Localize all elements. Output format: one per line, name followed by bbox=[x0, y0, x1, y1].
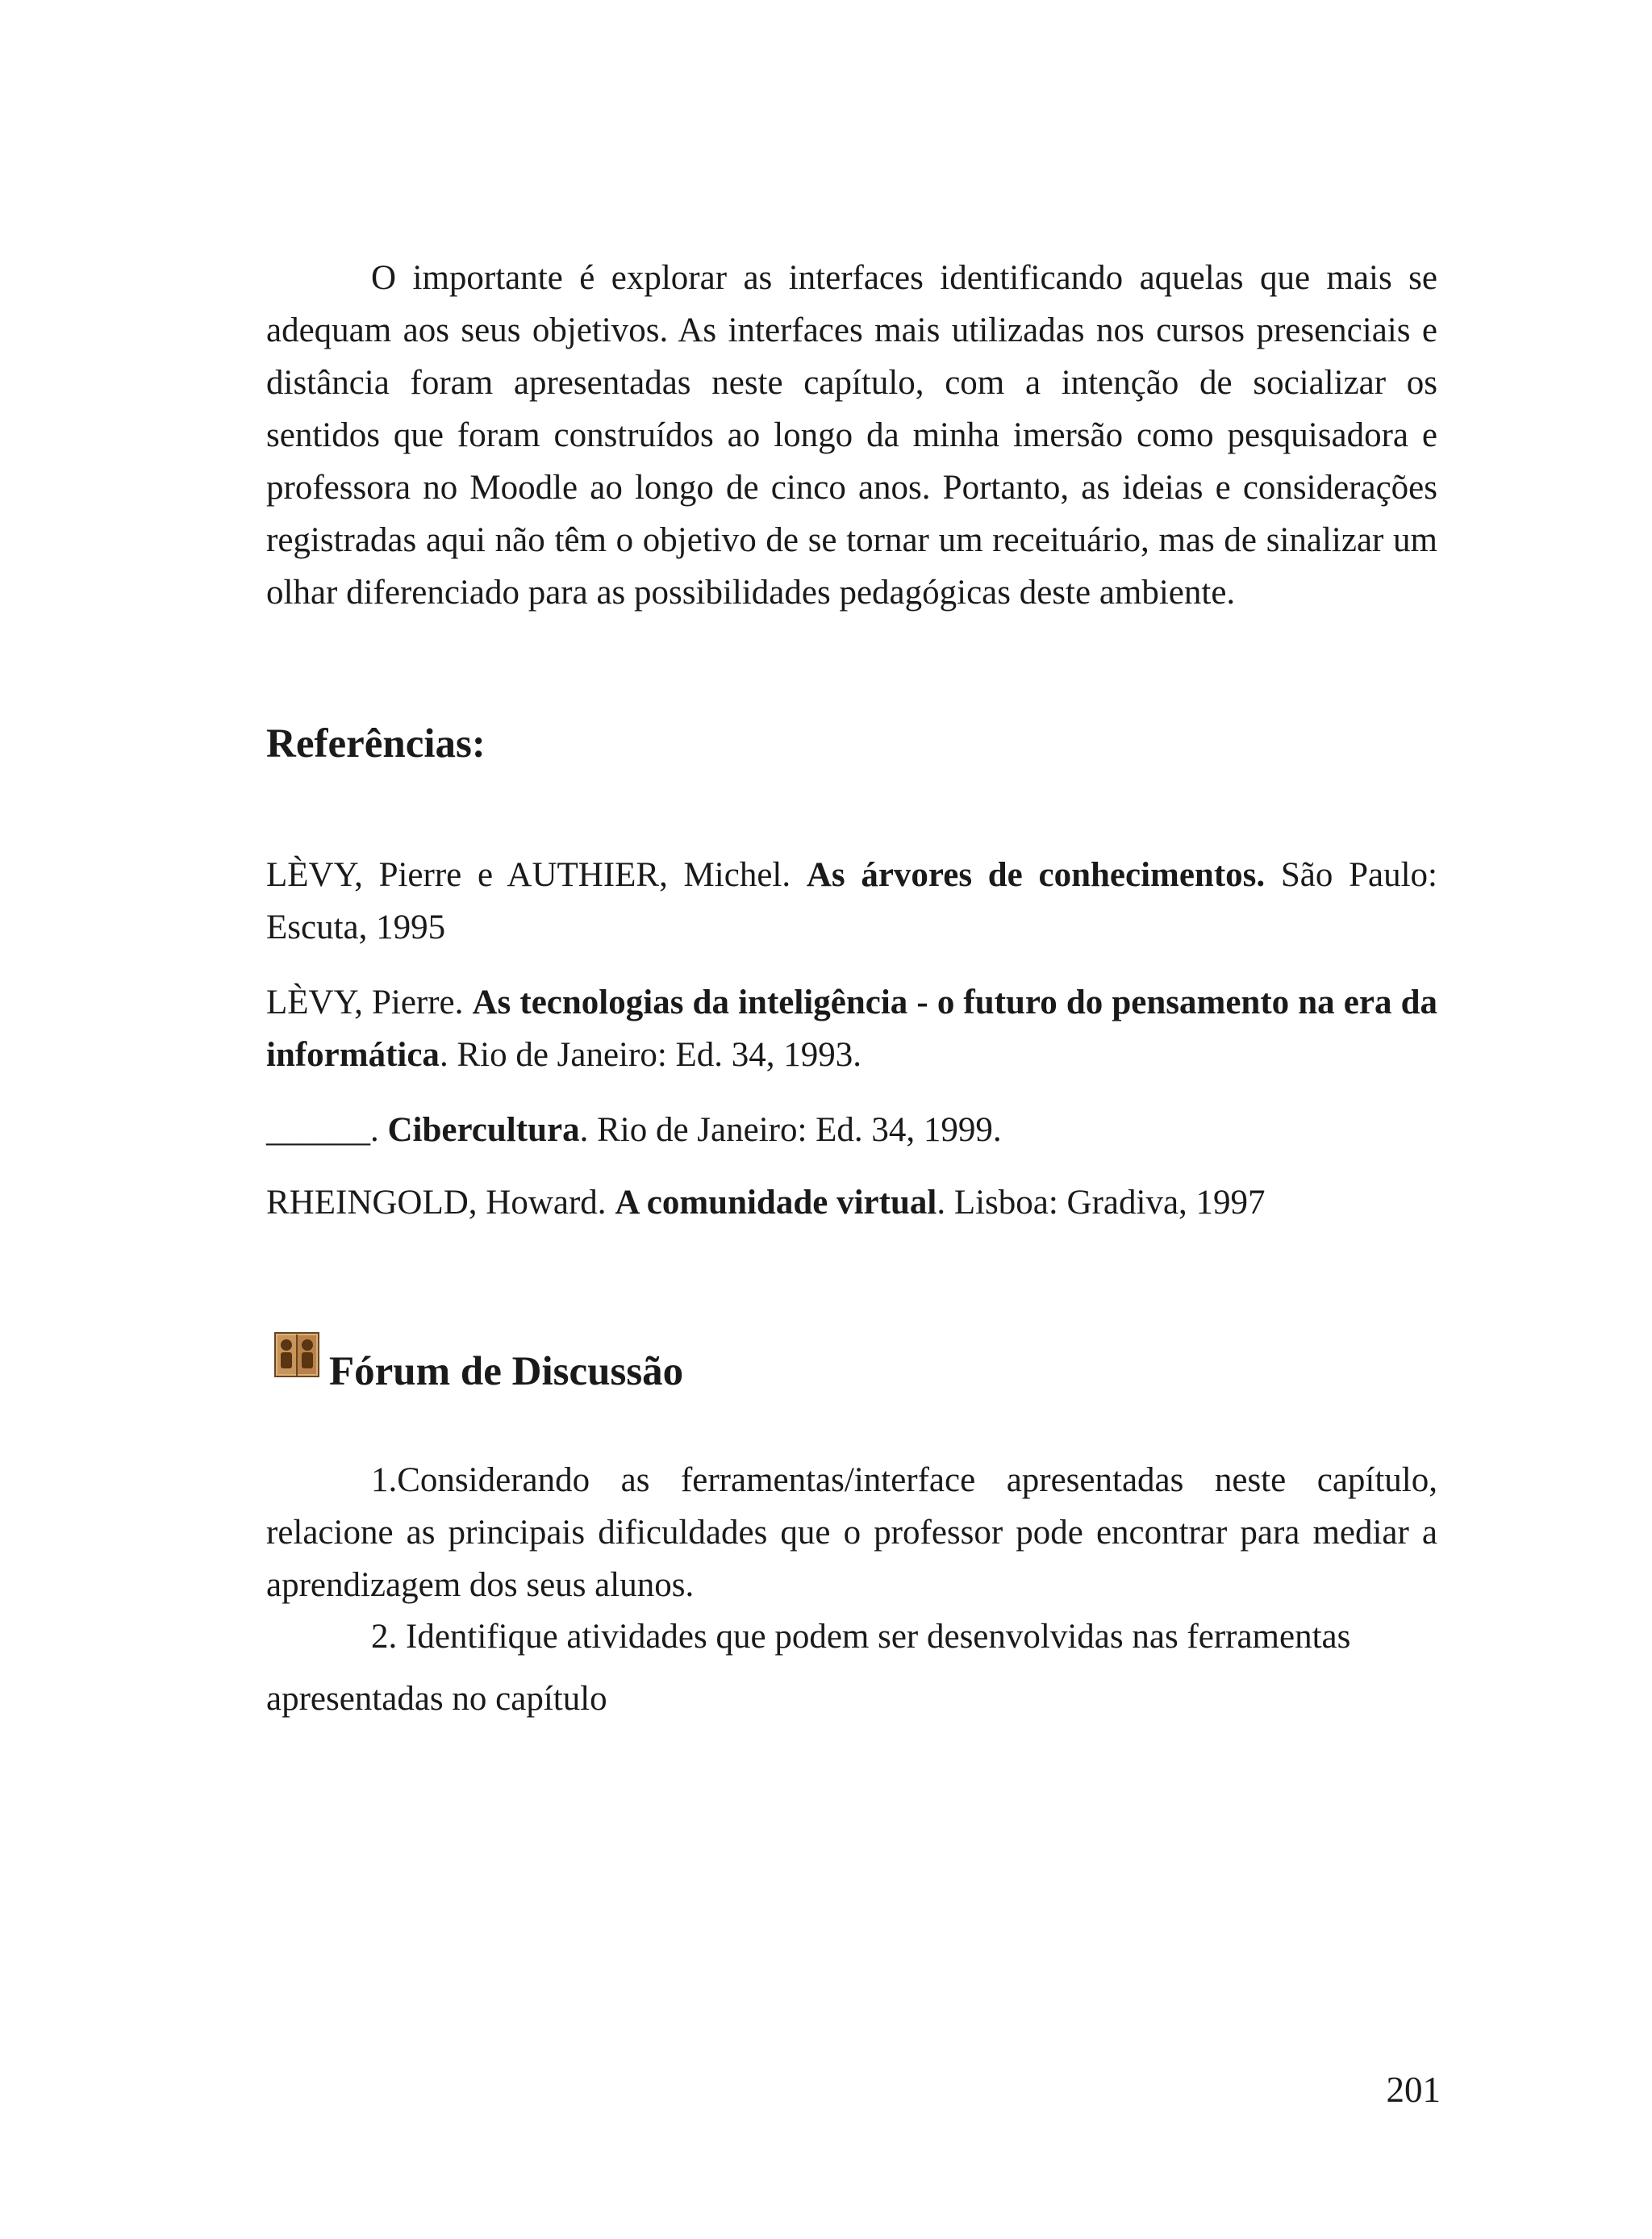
reference-publisher: . Rio de Janeiro: Ed. 34, 1993. bbox=[439, 1036, 862, 1074]
question-2-line-1: 2. Identifique atividades que podem ser desenvolvidas nas ferramentas bbox=[371, 1618, 1351, 1656]
reference-authors: RHEINGOLD, Howard. bbox=[266, 1184, 615, 1222]
reference-authors: LÈVY, Pierre. bbox=[266, 984, 473, 1021]
reference-title: A comunidade virtual bbox=[615, 1184, 937, 1222]
discussion-question-1: 1.Considerando as ferramentas/interface apresentadas neste capítulo, relacione as principais dificuldades que o professor pode encontrar para mediar a aprendizagem dos seus alunos. bbox=[266, 1461, 1437, 1604]
intro-paragraph: O importante é explorar as interfaces identificando aquelas que mais se adequam aos seus objetivos. As interfaces mais utilizadas nos cursos presenciais e distância foram apresentadas neste capítulo, com a intenção de socializar os sentidos que foram construídos ao longo da minha imersão como pesquisadora e professora no Moodle ao longo de cinco anos. Portanto, as ideias e considerações registradas aqui não têm o objetivo de se tornar um receituário, mas de sinalizar um olhar diferenciado para as possibilidades pedagógicas deste ambiente. bbox=[266, 259, 1437, 612]
forum-heading: Fórum de Discussão bbox=[329, 1349, 684, 1394]
reference-publisher: . Lisboa: Gradiva, 1997 bbox=[937, 1184, 1266, 1222]
reference-item bbox=[266, 849, 1437, 954]
reference-title: Cibercultura bbox=[387, 1111, 580, 1149]
reference-title: As tecnologias da inteligência - o futuro do pensamento na era da informática bbox=[266, 984, 1437, 1074]
reference-item bbox=[266, 1176, 1437, 1229]
reference-publisher: São Paulo: Escuta, 1995 bbox=[266, 856, 1437, 946]
reference-item bbox=[266, 1104, 1437, 1156]
reference-title: As árvores de conhecimentos. bbox=[806, 856, 1266, 894]
discussion-question-2 bbox=[266, 1610, 1437, 1725]
question-2-line-2: apresentadas no capítulo bbox=[266, 1680, 607, 1718]
forum-icon bbox=[274, 1331, 319, 1378]
references-heading: Referências: bbox=[266, 721, 486, 767]
page-number: 201 bbox=[1386, 2070, 1441, 2110]
reference-authors: ______. bbox=[266, 1111, 388, 1149]
reference-authors: LÈVY, Pierre e AUTHIER, Michel. bbox=[266, 856, 807, 894]
reference-publisher: . Rio de Janeiro: Ed. 34, 1999. bbox=[579, 1111, 1002, 1149]
reference-item bbox=[266, 976, 1437, 1081]
